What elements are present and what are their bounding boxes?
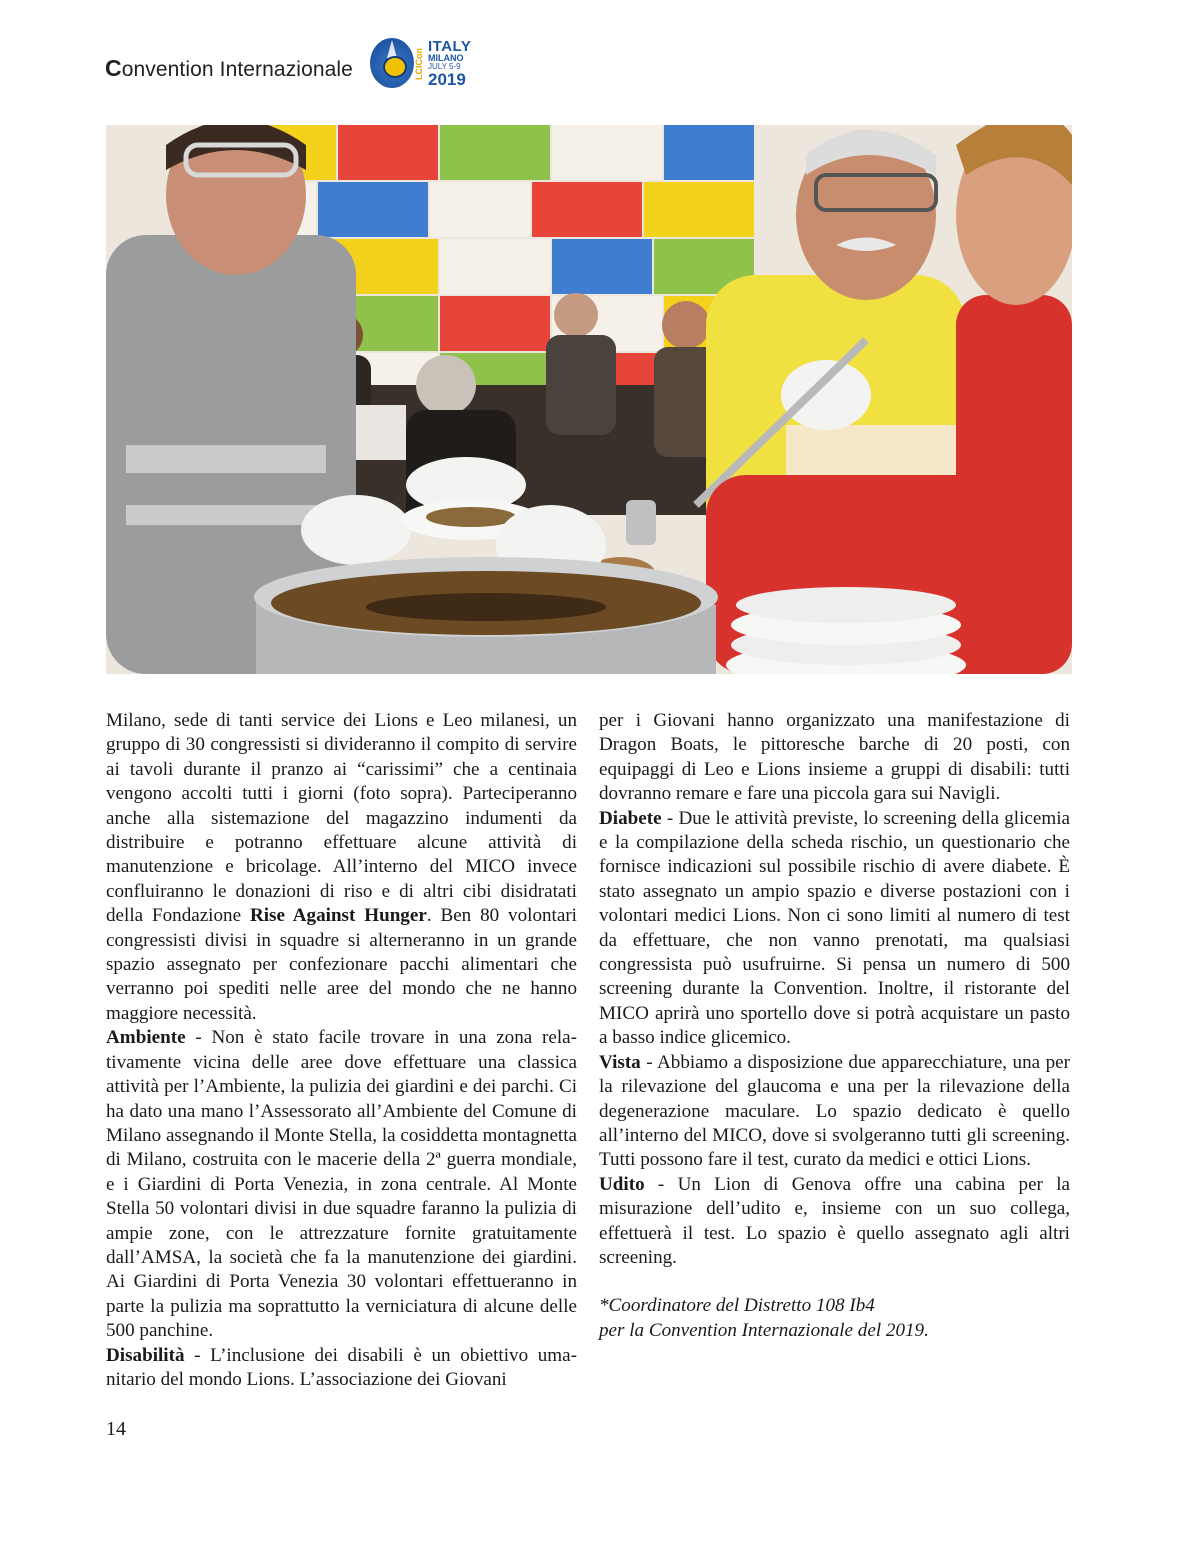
section-text: - Non è stato facile trovare in una zona relativamente vicina delle aree dove effettuare una classica attività per l’Ambiente, la pulizia dei giardini e dei parchi. Ci ha dato una mano l’Assessorato all’Ambiente del Comune di Milano assegnando il Monte Stella, la cosiddetta montagnetta di Milano, costruita con le macerie della 2ª guerra mondiale, e i Giardini di Porta Venezia, in zona centrale. Al Monte Stella 50 volontari divisi in due squadre faranno la pulizia di ampie zone, con le attrezzature fornite gratuitamente dall’AMSA, la società che fa la manutenzione dei giardini. Ai Giardini di Porta Venezia 30 volontari effettueranno in parte la pulizia ma soprattutto la verniciatura di alcune delle 500 panchine.	[106, 1027, 577, 1342]
footnote-line-1: *Coordinatore del Distretto 108 Ib4	[599, 1295, 875, 1317]
logo-city: MILANO	[428, 53, 464, 63]
paragraph-text: Milano, sede di tanti service dei Lions e Leo milanesi, un gruppo di 30 congressisti si divideranno il compito di servire ai tavoli durante il pranzo ai “carissimi” che a centinaia vengono accolti tutti i giorni (foto sopra). Parteciperanno anche alla sistemazione del magazzino indumenti da distribuire e potranno effettuare alcune attività di manutenzione e bricolage. All’interno del MICO invece confluiranno le donazioni di riso e di altri cibi disidratati della Fondazione	[106, 710, 577, 927]
vista-section	[599, 1051, 1070, 1173]
article-paragraph: per i Giovani hanno organizzato una manifestazione di Dragon Boats, le pittoresche barche di 20 posti, con equipaggi di Leo e Lions insieme a gruppi di disabili: tutti dovranno remare e fare una piccola gara sui Navigli.	[599, 710, 1070, 805]
author-footnote	[599, 1294, 1070, 1343]
section-text: - Due le attività previste, lo screening della glicemia e la compilazione della scheda rischio, un questionario che fornisce indicazioni sul possibile rischio di avere diabete. È stato assegnato un ampio spazio e diverse postazioni con i volontari medici Lions. Non ci sono limiti al numero di test da effettuare, che non vanno prenotati, ma qualsiasi congressista può usufruirne. Si pensa un numero di 500 screening durante la Convention. Inoltre, il ristorante del MICO aprirà uno sportello dove si potrà acquistare un pasto a basso indice glicemico.	[599, 807, 1070, 1049]
lcicon-milano-2019-logo	[370, 38, 480, 90]
logo-country: ITALY	[428, 38, 472, 55]
rise-against-hunger-bold: Rise Against Hunger	[249, 905, 427, 927]
stacked-plates	[726, 587, 966, 674]
diabete-section	[599, 807, 1070, 1051]
article-paragraph	[106, 709, 577, 1026]
article-photo	[106, 125, 1072, 674]
paragraph-text: . Ben 80 volontari congressisti divisi in squadre si alterneranno in un grande spazio assegnato per confezionare pacchi alimentari che verranno poi spediti nelle aree del mondo che ne hanno maggiore necessità.	[106, 905, 577, 1024]
article-column-left	[106, 709, 577, 1392]
ambiente-section	[106, 1026, 577, 1343]
header-title-text: onvention Internazionale	[121, 58, 353, 81]
section-heading-disabilita: Disabilità	[106, 1344, 185, 1366]
lions-emblem-icon	[383, 56, 407, 78]
disabilita-section	[106, 1344, 577, 1393]
running-header	[105, 55, 353, 82]
page-number: 14	[106, 1418, 126, 1440]
section-text: - Un Lion di Genova offre una cabina per la misurazione dell’udito e, insieme con un suo collega, effettuerà il test. Lo spazio è quello assegnato agli altri screening.	[599, 1173, 1070, 1268]
section-heading-ambiente: Ambiente	[106, 1027, 186, 1049]
logo-dates: JULY 5-9	[428, 62, 461, 71]
soup-pot	[254, 557, 718, 674]
section-heading-diabete: Diabete	[599, 807, 662, 829]
section-text: - Abbiamo a disposizione due apparecchiature, una per la rilevazione del glaucoma e una per la rilevazione della degenerazione maculare. Lo spazio dedicato è quello all’interno del MICO, dove si svolgeranno tutti gli screening. Tutti possono fare il test, curato da medici e ottici Lions.	[599, 1051, 1070, 1171]
lions-globe-icon	[370, 38, 414, 88]
logo-vertical-text: LCICon	[414, 48, 424, 80]
section-heading-vista: Vista	[599, 1051, 641, 1073]
logo-year: 2019	[428, 70, 466, 89]
section-heading-udito: Udito	[599, 1173, 645, 1195]
footnote-line-2: per la Convention Internazionale del 2019.	[599, 1319, 929, 1341]
photo-volunteers-serving-soup-icon	[106, 125, 1072, 674]
section-text: - L’inclusione dei disabili è un obiettivo umanitario del mondo Lions. L’associazione dei Giovani	[106, 1344, 577, 1390]
article-column-right	[599, 709, 1070, 1343]
udito-section	[599, 1173, 1070, 1271]
header-title-initial: C	[105, 55, 122, 81]
